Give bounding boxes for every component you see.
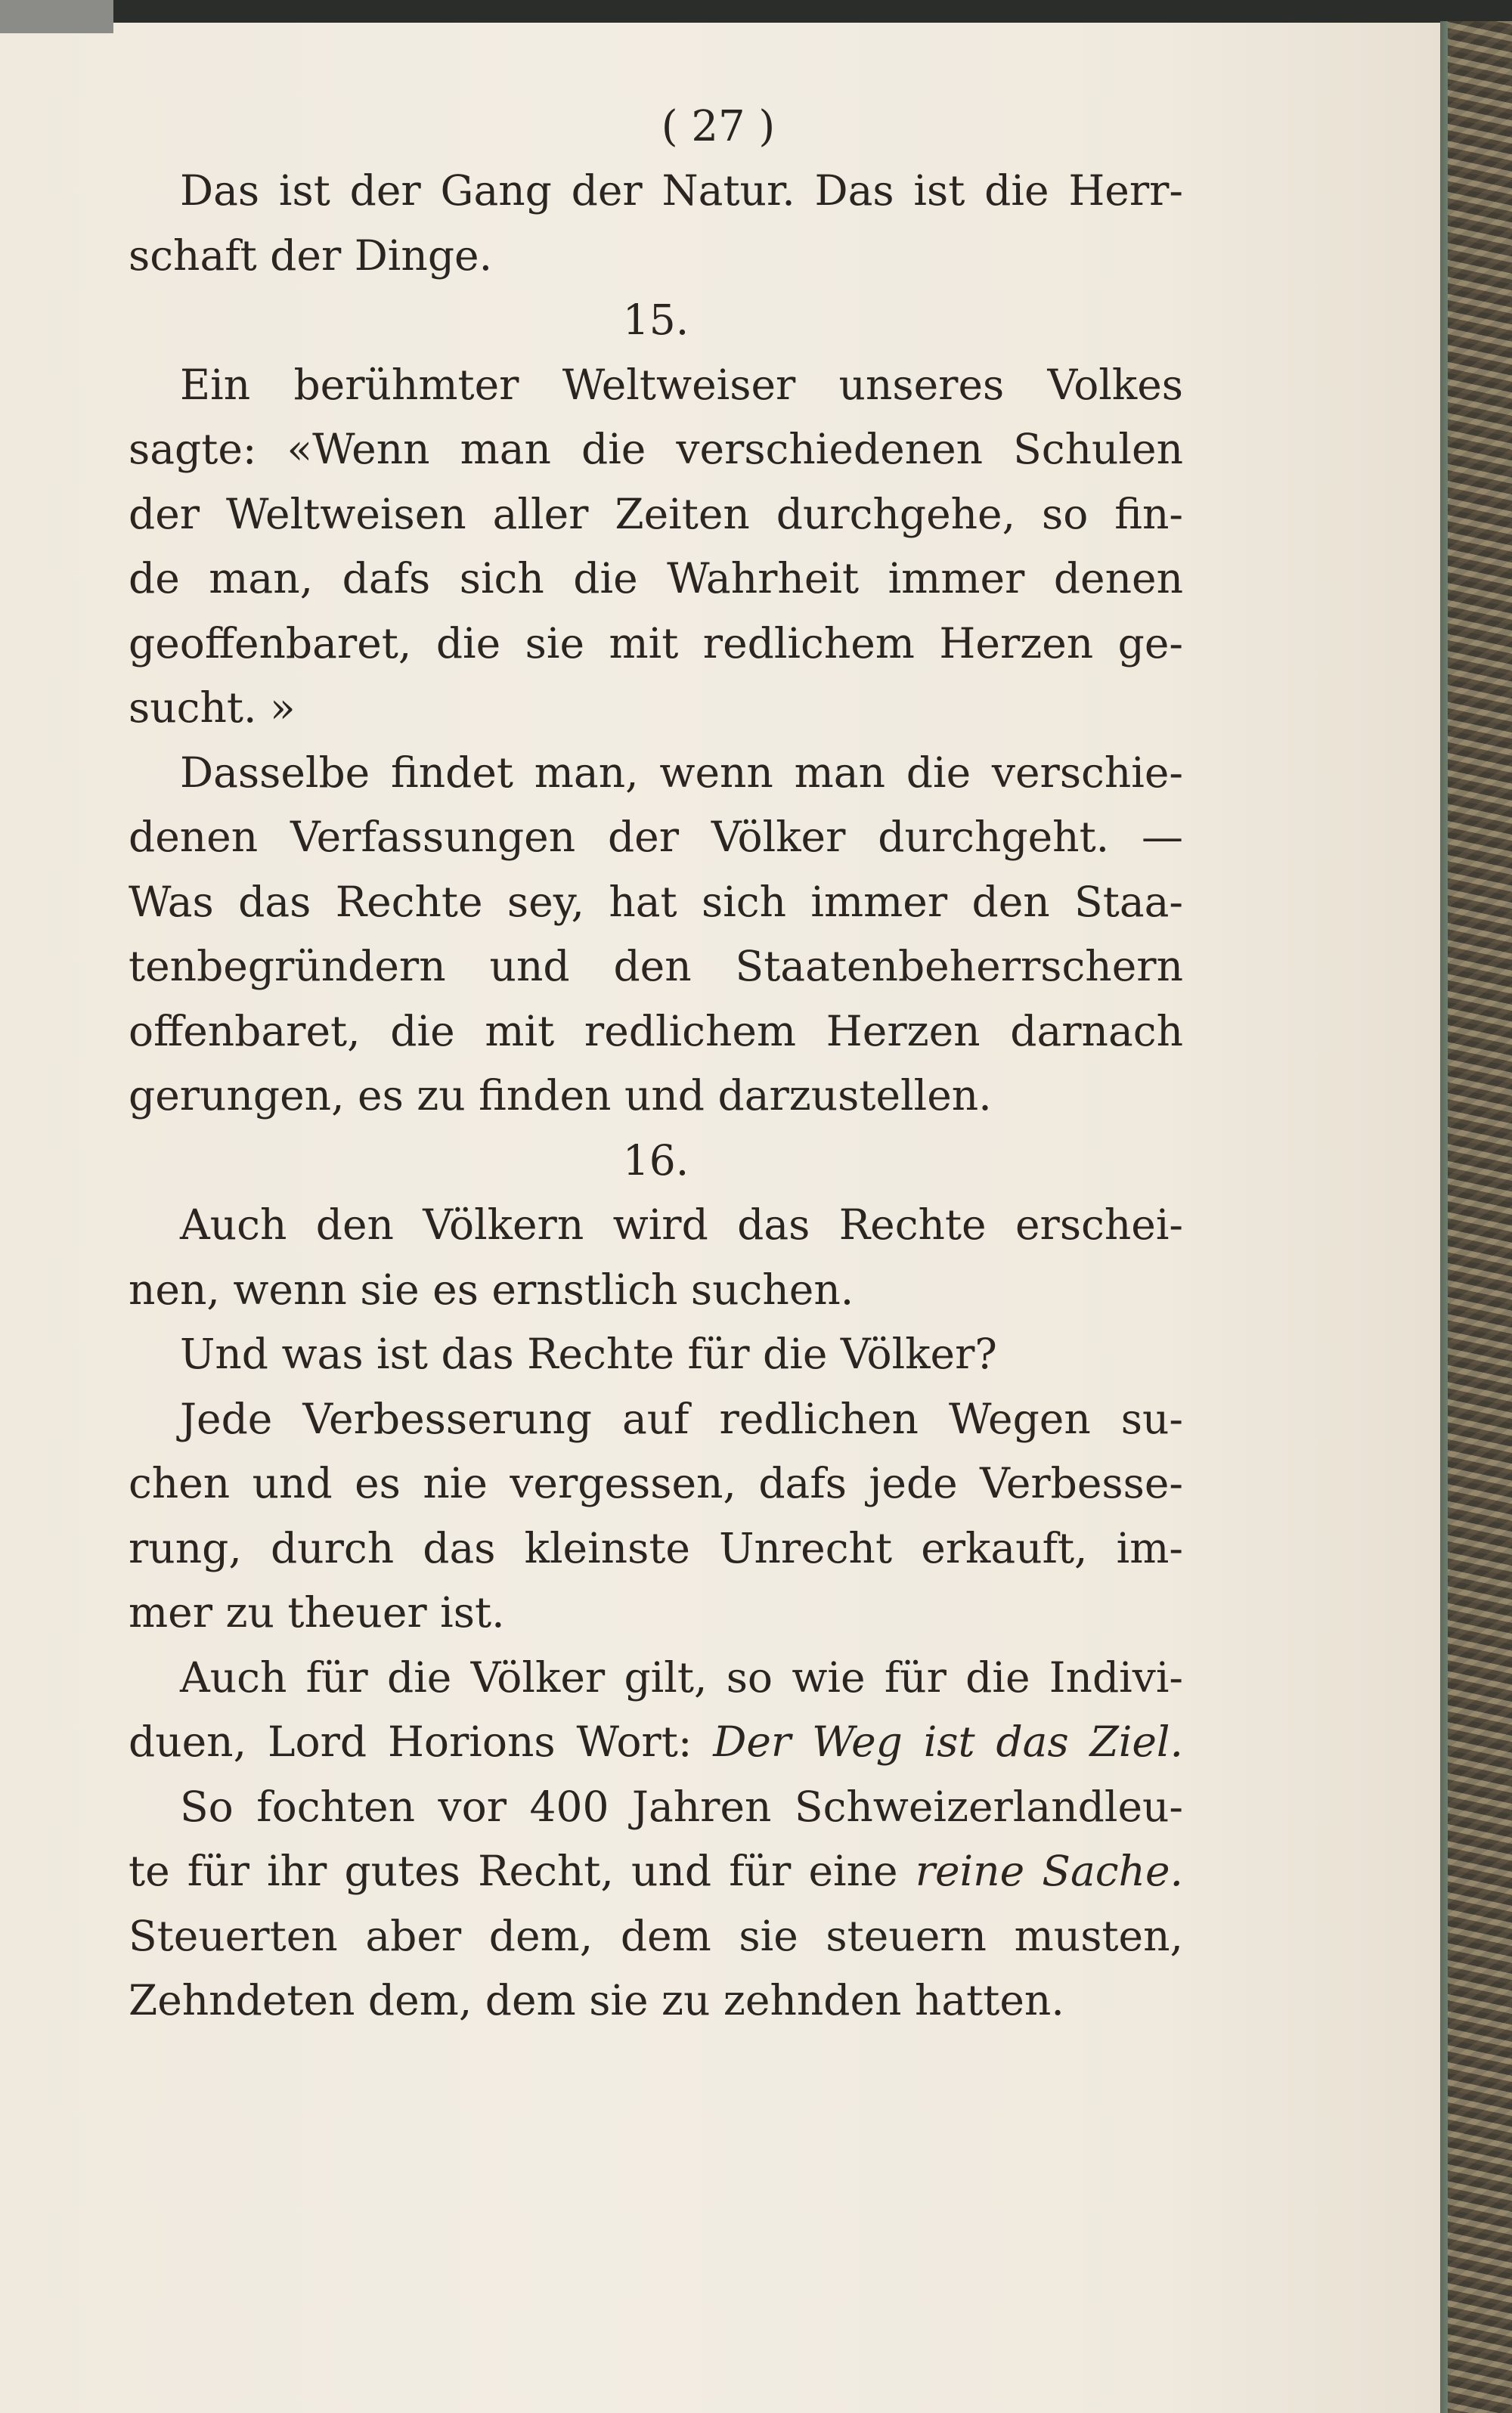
text-line [129, 353, 1183, 418]
line-text: Auch den Völkern wird das Rechte erschei- [180, 1200, 1183, 1249]
marbled-edge [1448, 21, 1512, 2413]
body-text [129, 159, 1183, 2034]
text-line [129, 1258, 1183, 1323]
text-line [129, 999, 1183, 1064]
text-line [129, 159, 1183, 224]
text-line [129, 1581, 1183, 1646]
top-tab [0, 0, 113, 33]
top-band [0, 0, 1512, 23]
text-line [129, 482, 1183, 547]
text-line [129, 1451, 1183, 1516]
line-text: sucht. » [129, 683, 296, 732]
text-line [129, 1775, 1183, 1840]
line-text: mer zu theuer ist. [129, 1588, 505, 1637]
line-text: Das ist der Gang der Natur. Das ist die Herr- [180, 166, 1183, 215]
line-text: rung, durch das kleinste Unrecht erkauft, im- [129, 1523, 1183, 1572]
line-text: Und was ist das Rechte für die Völker? [180, 1330, 997, 1378]
line-text: te für ihr gutes Recht, und für eine [129, 1847, 916, 1895]
line-text: sagte: «Wenn man die verschiedenen Schulen [129, 425, 1183, 473]
text-line [129, 1322, 1183, 1387]
italic-phrase: reine Sache. [915, 1847, 1183, 1895]
page-number: ( 27 ) [661, 102, 776, 151]
text-line [129, 1129, 1183, 1194]
line-text: Dasselbe findet man, wenn man die verschie- [180, 748, 1183, 797]
text-line [129, 1193, 1183, 1258]
text-line [129, 934, 1183, 999]
line-text: Auch für die Völker gilt, so wie für die Indivi- [180, 1653, 1183, 1702]
line-text: denen Verfassungen der Völker durchgeht. — [129, 813, 1183, 861]
text-line [129, 547, 1183, 612]
line-text: Ein berühmter Weltweiser unseres Volkes [180, 360, 1183, 409]
line-text: der Weltweisen aller Zeiten durchgehe, so fin- [129, 489, 1183, 538]
line-text: 15. [622, 296, 689, 344]
line-text: Steuerten aber dem, dem sie steuern musten, [129, 1911, 1183, 1960]
text-line [129, 1387, 1183, 1452]
line-text: tenbegründern und den Staatenbeherrschern [129, 942, 1183, 990]
text-line [129, 417, 1183, 482]
text-line [129, 741, 1183, 806]
text-line [129, 1904, 1183, 1969]
line-text: Was das Rechte sey, hat sich immer den Staa- [129, 877, 1183, 926]
text-line [129, 1968, 1183, 2034]
line-text: geoffenbaret, die sie mit redlichem Herzen ge- [129, 618, 1183, 668]
text-line [129, 1064, 1183, 1129]
text-line [129, 676, 1183, 741]
text-line [129, 1839, 1183, 1904]
line-text: Zehndeten dem, dem sie zu zehnden hatten. [129, 1976, 1064, 2024]
line-text: de man, dafs sich die Wahrheit immer denen [129, 554, 1183, 602]
line-text: duen, Lord Horions Wort: [129, 1718, 714, 1766]
text-line [129, 288, 1183, 353]
text-line [129, 1710, 1183, 1775]
text-line [129, 805, 1183, 870]
line-text: chen und es nie vergessen, dafs jede Verbesse- [129, 1459, 1183, 1507]
line-text: offenbaret, die mit redlichem Herzen darnach [129, 1006, 1183, 1055]
line-text: Jede Verbesserung auf redlichen Wegen su- [180, 1394, 1183, 1443]
text-line [129, 870, 1183, 935]
line-text: 16. [622, 1135, 689, 1185]
line-text: gerungen, es zu finden und darzustellen. [129, 1071, 992, 1120]
text-line [129, 1516, 1183, 1581]
line-text: schaft der Dinge. [129, 231, 493, 280]
italic-phrase: Der Weg ist das Ziel. [713, 1718, 1183, 1766]
line-text: nen, wenn sie es ernstlich suchen. [129, 1265, 854, 1314]
text-line [129, 1646, 1183, 1711]
line-text: So fochten vor 400 Jahren Schweizerlandleu- [180, 1782, 1183, 1831]
text-line [129, 612, 1183, 677]
text-line [129, 224, 1183, 289]
